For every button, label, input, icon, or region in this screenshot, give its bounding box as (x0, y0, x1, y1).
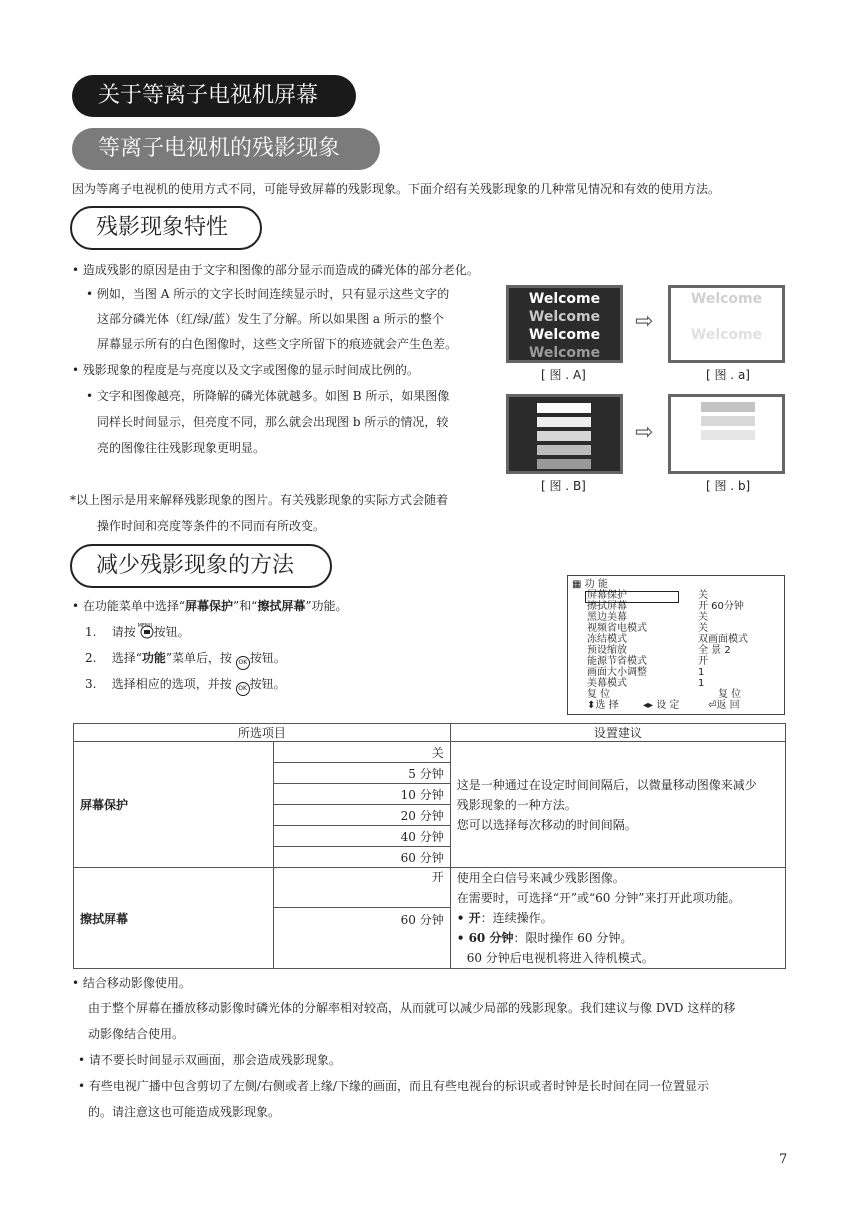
char-sub-1-line-1: • 例如，当图 A 所示的文字长时间连续显示时，只有显示这些文字的 (86, 287, 450, 301)
menu-item-value: 关 (698, 590, 708, 601)
option-wipe-screen: 擦拭屏幕 (257, 599, 306, 613)
menu-title: ▦ 功 能 (572, 579, 608, 590)
char-sub-2-line-2: 同样长时间显示，但亮度不同，那么就会出现图 b 所示的情况，较 (97, 415, 449, 429)
ok-button-icon: OK (236, 656, 250, 670)
updown-arrow-icon: ⬍ (587, 700, 596, 711)
menu-button-icon: MENU (140, 625, 154, 639)
option-value: 60 分钟 (274, 908, 451, 969)
figure-a-text-4: Welcome (528, 345, 601, 361)
figure-b-ghost-bar (701, 430, 755, 440)
menu-item[interactable]: 冻结模式 (587, 634, 627, 645)
menu-item-value: 复 位 (718, 689, 742, 700)
menu-item[interactable]: 黑边美幕 (587, 612, 627, 623)
figure-a-lower-screen (668, 285, 785, 363)
tip-2: • 请不要长时间显示双画面，那会造成残影现象。 (78, 1053, 341, 1067)
menu-item[interactable]: 擦拭屏幕 (587, 601, 627, 612)
menu-item-value: 关 (698, 612, 708, 623)
figure-b-ghost-bar (701, 416, 755, 426)
table-header-item: 所选项目 (74, 724, 451, 742)
char-sub-2-line-1: • 文字和图像越亮，所降解的磷光体就越多。如图 B 所示，如果图像 (86, 389, 450, 403)
option-value: 关 (274, 742, 451, 763)
figure-b-ghost-bar (701, 402, 755, 412)
figure-b-screen (506, 394, 623, 474)
tip-1-body-line-2: 动影像结合使用。 (88, 1027, 185, 1041)
option-value: 40 分钟 (274, 826, 451, 847)
menu-item-value: 开 (698, 656, 708, 667)
menu-item-value: 双画面模式 (698, 634, 748, 645)
page-number: 7 (779, 1152, 788, 1167)
menu-item-value: 开 60分钟 (698, 601, 744, 612)
tip-1: • 结合移动影像使用。 (72, 976, 191, 990)
menu-item[interactable]: 复 位 (587, 689, 611, 700)
sub-heading: 等离子电视机的残影现象 (72, 128, 380, 170)
caption-figure-A: [ 图 . A] (541, 368, 586, 382)
step-2: 2. 选择“功能”菜单后，按 OK 按钮。 (85, 650, 286, 670)
ok-button-icon: OK (236, 682, 250, 696)
figure-a-lower-ghost-1: Welcome (690, 291, 763, 307)
menu-item[interactable]: 视频省电模式 (587, 623, 647, 634)
row-description-screen-saver: 这是一种通过在设定时间间隔后，以微量移动图像来减少 残影现象的一种方法。 您可以选择每次移动的时间间隔。 (450, 742, 785, 868)
figure-b-bar (537, 417, 591, 427)
section-heading-method: 减少残影现象的方法 (70, 544, 332, 588)
row-label-screen-saver: 屏幕保护 (74, 742, 274, 868)
menu-nav-back: ⏎返 回 (708, 700, 740, 711)
function-menu-screenshot (567, 575, 785, 715)
tip-1-body-line-1: 由于整个屏幕在播放移动影像时磷光体的分解率相对较高，从而就可以减少局部的残影现象。我们建议与像 DVD 这样的移 (88, 1001, 736, 1015)
row-label-wipe-screen: 擦拭屏幕 (74, 868, 274, 969)
char-sub-1-line-2: 这部分磷光体（红/绿/蓝）发生了分解。所以如果图 a 所示的整个 (97, 312, 444, 326)
char-bullet-1: • 造成残影的原因是由于文字和图像的部分显示而造成的磷光体的部分老化。 (72, 263, 479, 277)
menu-item[interactable]: 画面大小调整 (587, 667, 647, 678)
intro-text: 因为等离子电视机的使用方式不同，可能导致屏幕的残影现象。下面介绍有关残影现象的几种常见情况和有效的使用方法。 (72, 182, 721, 196)
main-heading: 关于等离子电视机屏幕 (72, 75, 356, 117)
figure-b-bar (537, 445, 591, 455)
option-value: 10 分钟 (274, 784, 451, 805)
menu-item[interactable]: 美幕模式 (587, 678, 627, 689)
tip-3-line-1: • 有些电视广播中包含剪切了左侧/右侧或者上缘/下缘的画面，而且有些电视台的标识或者时钟是长时间在同一位置显示 (78, 1079, 709, 1093)
figure-a-text-1: Welcome (528, 291, 601, 307)
menu-item-value: 关 (698, 623, 708, 634)
option-value: 5 分钟 (274, 763, 451, 784)
leftright-arrow-icon: ◂▸ (643, 700, 654, 711)
caption-figure-b: [ 图 . b] (706, 479, 751, 493)
figure-a-text-3: Welcome (528, 327, 601, 343)
arrow-right-icon: ⇨ (635, 420, 654, 445)
settings-table (73, 723, 786, 969)
table-header-advice: 设置建议 (450, 724, 785, 742)
menu-item[interactable]: 屏幕保护 (587, 590, 627, 601)
step-1: 1. 请按 MENU 按钮。 (85, 623, 190, 639)
return-icon: ⏎ (708, 700, 717, 711)
figure-a-text-2: Welcome (528, 309, 601, 325)
section-heading-characteristics: 残影现象特性 (70, 206, 262, 250)
figure-b-bar (537, 459, 591, 469)
menu-nav-select: ⬍选 择 (587, 700, 619, 711)
caption-figure-a: [ 图 . a] (706, 368, 750, 382)
char-bullet-2: • 残影现象的程度是与亮度以及文字或图像的显示时间成比例的。 (72, 363, 419, 377)
menu-item-value: 1 (698, 667, 705, 678)
tip-3-line-2: 的。请注意这也可能造成残影现象。 (88, 1105, 281, 1119)
table-row (74, 868, 786, 908)
menu-item-value: 全 景 2 (698, 645, 731, 656)
row-description-wipe-screen: 使用全白信号来减少残影图像。 在需要时，可选择“开”或“60 分钟”来打开此项功能。 • 开：连续操作。 • 60 分钟：限时操作 60 分钟。 60 分钟后电视机将进入待机模式。 (450, 868, 785, 969)
char-sub-2-line-3: 亮的图像往往残影现象更明显。 (97, 441, 266, 455)
menu-icon: ▦ (572, 579, 582, 590)
option-value: 开 (274, 868, 451, 908)
arrow-right-icon: ⇨ (635, 309, 654, 334)
menu-item[interactable]: 能源节省模式 (587, 656, 647, 667)
menu-item-value: 1 (698, 678, 705, 689)
char-sub-1-line-3: 屏幕显示所有的白色图像时，这些文字所留下的痕迹就会产生色差。 (97, 337, 458, 351)
option-value: 20 分钟 (274, 805, 451, 826)
figure-b-bar (537, 403, 591, 413)
figure-a-screen (506, 285, 623, 363)
figure-note-line-2: 操作时间和亮度等条件的不同而有所改变。 (97, 519, 326, 533)
option-screen-saver: 屏幕保护 (185, 599, 234, 613)
caption-figure-B: [ 图 . B] (541, 479, 586, 493)
table-row (74, 742, 786, 763)
figure-a-lower-ghost-2: Welcome (690, 327, 763, 343)
menu-item[interactable]: 预设缩放 (587, 645, 627, 656)
figure-note-line-1: *以上图示是用来解释残影现象的图片。有关残影现象的实际方式会随着 (70, 493, 449, 507)
method-intro: • 在功能菜单中选择“屏幕保护”和“擦拭屏幕”功能。 (72, 599, 348, 613)
figure-b-bar (537, 431, 591, 441)
step-3: 3. 选择相应的选项，并按 OK 按钮。 (85, 676, 286, 696)
option-value: 60 分钟 (274, 847, 451, 868)
table-header-row (74, 724, 786, 742)
menu-nav-set: ◂▸ 设 定 (643, 700, 680, 711)
figure-b-lower-screen (668, 394, 785, 474)
